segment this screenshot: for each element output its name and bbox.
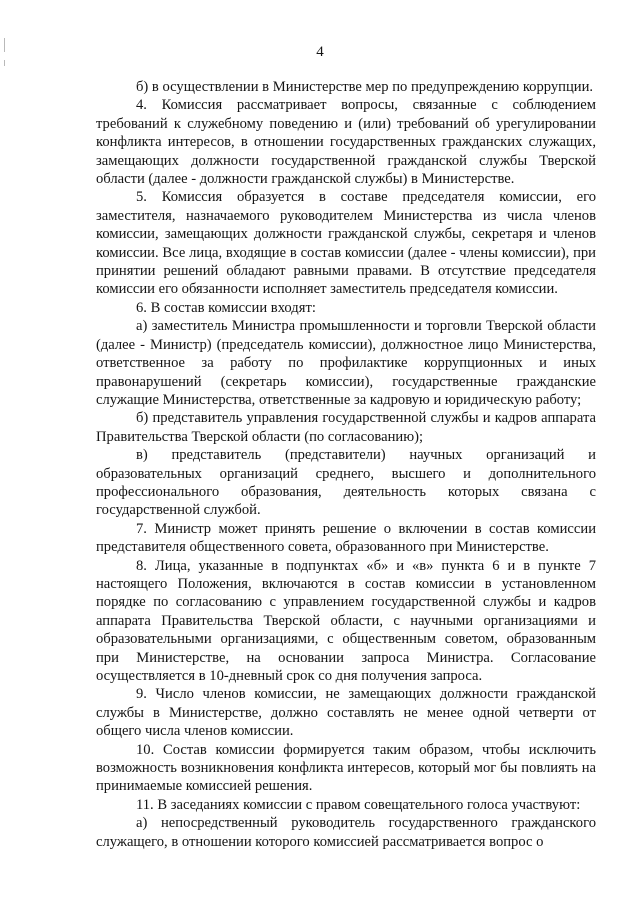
paragraph-8: 8. Лица, указанные в подпунктах «б» и «в» пункта 6 и в пункте 7 настоящего Положения, включаются в состав комиссии в установленном порядке по согласованию с управлением государственной службы и кадров аппарата Правительства Тверской области, с научными организациями и образовательными организациями, с общественным советом, образованным при Министерстве, на основании запроса Министра. Согласование осуществляется в 10-дневный срок со дня получения запроса. (96, 557, 596, 684)
paragraph-1b: б) в осуществлении в Министерстве мер по предупреждению коррупции. (136, 79, 594, 95)
paragraph-6b: б) представитель управления государственной службы и кадров аппарата Правительства Тверской области (по согласованию); (96, 410, 596, 445)
document-body (96, 78, 596, 851)
paragraph-4: 4. Комиссия рассматривает вопросы, связанные с соблюдением требований к служебному поведению и (или) требований об урегулировании конфликта интересов, в отношении государственных гражданских служащих, замещающих должности государственной гражданской службы Тверской области (далее - должности гражданской службы) в Министерстве. (96, 97, 596, 188)
paragraph-6a: а) заместитель Министра промышленности и торговли Тверской области (далее - Министр) (председатель комиссии), должностное лицо Министерства, ответственное за работу по профилактике коррупционных и иных правонарушений (секретарь комиссии), государственные гражданские служащие Министерства, ответственные за кадровую и юридическую работу; (96, 318, 596, 408)
paragraph-5: 5. Комиссия образуется в составе председателя комиссии, его заместителя, назначаемого руководителем Министерства из числа членов комиссии, замещающих должности гражданской службы, секретаря и членов комиссии. Все лица, входящие в состав комиссии (далее - члены комиссии), при принятии решений обладают равными правами. В отсутствие председателя комиссии его обязанности исполняет заместитель председателя комиссии. (96, 189, 596, 298)
paragraph-11: 11. В заседаниях комиссии с правом совещательного голоса участвуют: (136, 796, 581, 813)
paragraph-6v: в) представитель (представители) научных организаций и образовательных организаций среднего, высшего и дополнительного профессионального образования, деятельность которых связана с государственной службой. (96, 447, 596, 519)
paragraph-10: 10. Состав комиссии формируется таким образом, чтобы исключить возможность возникновения конфликта интересов, который мог бы повлиять на принимаемые комиссией решения. (96, 741, 596, 795)
page-number: 4 (316, 44, 324, 60)
paragraph-11a: а) непосредственный руководитель государственного гражданского служащего, в отношении которого комиссией рассматривается вопрос о (96, 815, 596, 850)
paragraph-7: 7. Министр может принять решение о включении в состав комиссии представителя общественного совета, образованного при Министерстве. (96, 520, 596, 556)
paragraph-9: 9. Число членов комиссии, не замещающих должности гражданской службы в Министерстве, должно составлять не менее одной четверти от общего числа членов комиссии. (96, 686, 596, 740)
paragraph-6: 6. В состав комиссии входят: (136, 299, 316, 316)
